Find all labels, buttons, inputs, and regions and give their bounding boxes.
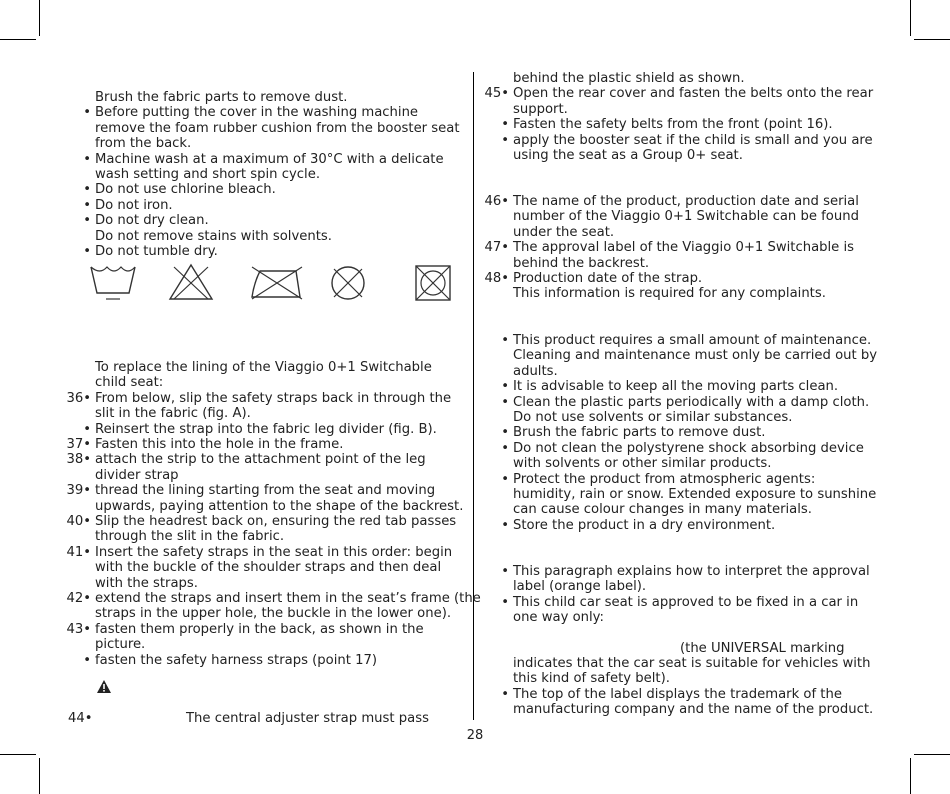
crop-mark (0, 754, 36, 755)
list-bullet: 37• (66, 437, 91, 452)
crop-mark (914, 754, 950, 755)
text-line: Brush the fabric parts to remove dust. (513, 425, 766, 441)
text-line: Clean the plastic parts periodically with a damp cloth. (513, 394, 870, 410)
list-bullet: 36• (66, 390, 91, 406)
list-bullet: • (83, 105, 91, 121)
text-line: To replace the lining of the Viaggio 0+1 Switchable (95, 360, 432, 375)
text-line: number of the Viaggio 0+1 Switchable can be found (513, 209, 859, 225)
list-bullet: • (501, 333, 509, 348)
text-line: using the seat as a Group 0+ seat. (513, 148, 743, 163)
text-line: straps in the upper hole, the buckle in the lower one). (95, 606, 452, 622)
list-bullet: 42• (66, 591, 91, 606)
warning-icon (96, 679, 112, 694)
text-line: with solvents or other similar products. (513, 456, 772, 472)
text-line: The name of the product, production date and serial (513, 194, 859, 209)
list-bullet: • (501, 394, 509, 410)
text-line: Do not use chlorine bleach. (95, 182, 276, 198)
list-bullet: • (501, 594, 509, 610)
text-line: Insert the safety straps in the seat in this order: begin (95, 544, 453, 560)
crop-mark (0, 39, 36, 40)
universal-note-line: indicates that the car seat is suitable for vehicles with (513, 656, 871, 671)
text-line: Do not clean the polystyrene shock absorbing device (513, 440, 864, 456)
text-line: label (orange label). (513, 579, 647, 595)
text-line: thread the lining starting from the seat and moving (95, 483, 436, 499)
text-line: Store the product in a dry environment. (513, 517, 776, 533)
text-line: humidity, rain or snow. Extended exposure to sunshine (513, 487, 877, 502)
text-line: fasten the safety harness straps (point 17) (95, 652, 378, 668)
list-bullet: • (501, 132, 509, 148)
text-line: It is advisable to keep all the moving parts clean. (513, 379, 839, 395)
text-line: behind the plastic shield as shown. (513, 71, 745, 86)
text-line: Do not iron. (95, 197, 173, 213)
no-dry-clean-icon (328, 263, 368, 303)
text-line: Cleaning and maintenance must only be carried out by (513, 348, 878, 364)
text-line: Fasten the safety belts from the front (point 16). (513, 117, 833, 133)
text-line: fasten them properly in the back, as shown in the (95, 621, 424, 637)
text-line: remove the foam rubber cushion from the booster seat (95, 120, 460, 136)
text-line: Do not dry clean. (95, 213, 209, 229)
text-line: manufacturing company and the name of the product. (513, 702, 874, 718)
list-bullet: 45• (484, 86, 509, 102)
text-line: with the buckle of the shoulder straps and then deal (95, 560, 442, 576)
text-line: child seat: (95, 375, 164, 391)
list-bullet: • (83, 652, 91, 668)
list-bullet: • (501, 117, 509, 133)
text-line: Do not use solvents or similar substances. (513, 410, 793, 425)
list-bullet: 46• (484, 194, 509, 209)
text-line: This paragraph explains how to interpret the approval (513, 564, 870, 579)
text-line: upwards, paying attention to the shape of the backrest. (95, 498, 464, 514)
text-line: apply the booster seat if the child is small and you are (513, 132, 873, 148)
item-44-text: The central adjuster strap must pass (186, 711, 429, 726)
text-line: adults. (513, 363, 558, 379)
text-line: under the seat. (513, 224, 615, 240)
list-bullet: • (501, 379, 509, 395)
list-bullet: • (501, 517, 509, 533)
list-bullet: • (83, 421, 91, 437)
text-line: one way only: (513, 610, 604, 626)
text-line: Before putting the cover in the washing machine (95, 105, 419, 121)
text-line: Brush the fabric parts to remove dust. (95, 90, 348, 105)
text-line: The approval label of the Viaggio 0+1 Switchable is (513, 240, 855, 256)
text-line: wash setting and short spin cycle. (95, 167, 321, 182)
text-line: can cause colour changes in many materials. (513, 502, 812, 518)
text-line: support. (513, 101, 568, 117)
text-line: picture. (95, 637, 146, 653)
list-bullet: • (501, 440, 509, 456)
crop-mark (39, 0, 40, 36)
list-bullet: 38• (66, 452, 91, 468)
text-line: Production date of the strap. (513, 271, 703, 286)
list-bullet: • (501, 687, 509, 702)
text-line: slit in the fabric (fig. A). (95, 406, 251, 422)
wash-30-delicate-icon (88, 263, 138, 303)
text-line: The top of the label displays the trademark of the (513, 687, 842, 702)
text-line: divider strap (95, 467, 179, 483)
column-divider (473, 72, 474, 720)
text-line: Open the rear cover and fasten the belts onto the rear (513, 86, 874, 102)
no-iron-icon (246, 263, 306, 303)
text-line: From below, slip the safety straps back in through the (95, 390, 452, 406)
item-44-number: 44• (68, 711, 93, 726)
list-bullet: 47• (484, 240, 509, 256)
text-line: attach the strip to the attachment point of the leg (95, 452, 426, 468)
list-bullet: 43• (66, 621, 91, 637)
universal-note-line: (the UNIVERSAL marking (680, 641, 845, 656)
text-line: This information is required for any complaints. (513, 286, 826, 302)
list-bullet: • (501, 564, 509, 579)
text-line: Do not remove stains with solvents. (95, 228, 332, 244)
universal-note-line: this kind of safety belt). (513, 671, 670, 686)
list-bullet: • (501, 471, 509, 487)
list-bullet: • (83, 197, 91, 213)
text-line: Reinsert the strap into the fabric leg divider (fig. B). (95, 421, 437, 437)
list-bullet: 48• (484, 271, 509, 286)
text-line: Protect the product from atmospheric agents: (513, 471, 816, 487)
text-line: Fasten this into the hole in the frame. (95, 437, 344, 452)
list-bullet: • (83, 151, 91, 167)
text-line: Slip the headrest back on, ensuring the red tab passes (95, 514, 457, 529)
list-bullet: • (83, 244, 91, 259)
no-tumble-dry-icon (413, 263, 453, 303)
text-line: extend the straps and insert them in the seat’s frame (the (95, 591, 481, 606)
text-line: with the straps. (95, 575, 198, 591)
crop-mark (39, 758, 40, 794)
text-line: Do not tumble dry. (95, 244, 218, 259)
text-line: Machine wash at a maximum of 30°C with a delicate (95, 151, 444, 167)
list-bullet: 41• (66, 544, 91, 560)
crop-mark (914, 39, 950, 40)
text-line: This product requires a small amount of maintenance. (513, 333, 872, 348)
crop-mark (910, 0, 911, 36)
list-bullet: 39• (66, 483, 91, 499)
text-line: from the back. (95, 136, 192, 152)
list-bullet: 40• (66, 514, 91, 529)
list-bullet: • (501, 425, 509, 441)
list-bullet: • (83, 213, 91, 229)
text-line: This child car seat is approved to be fixed in a car in (513, 594, 859, 610)
list-bullet: • (83, 182, 91, 198)
page-number: 28 (466, 728, 484, 743)
text-line: through the slit in the fabric. (95, 529, 285, 545)
care-symbols (88, 263, 468, 303)
crop-mark (910, 758, 911, 794)
no-bleach-icon (166, 263, 216, 303)
text-line: behind the backrest. (513, 255, 650, 271)
